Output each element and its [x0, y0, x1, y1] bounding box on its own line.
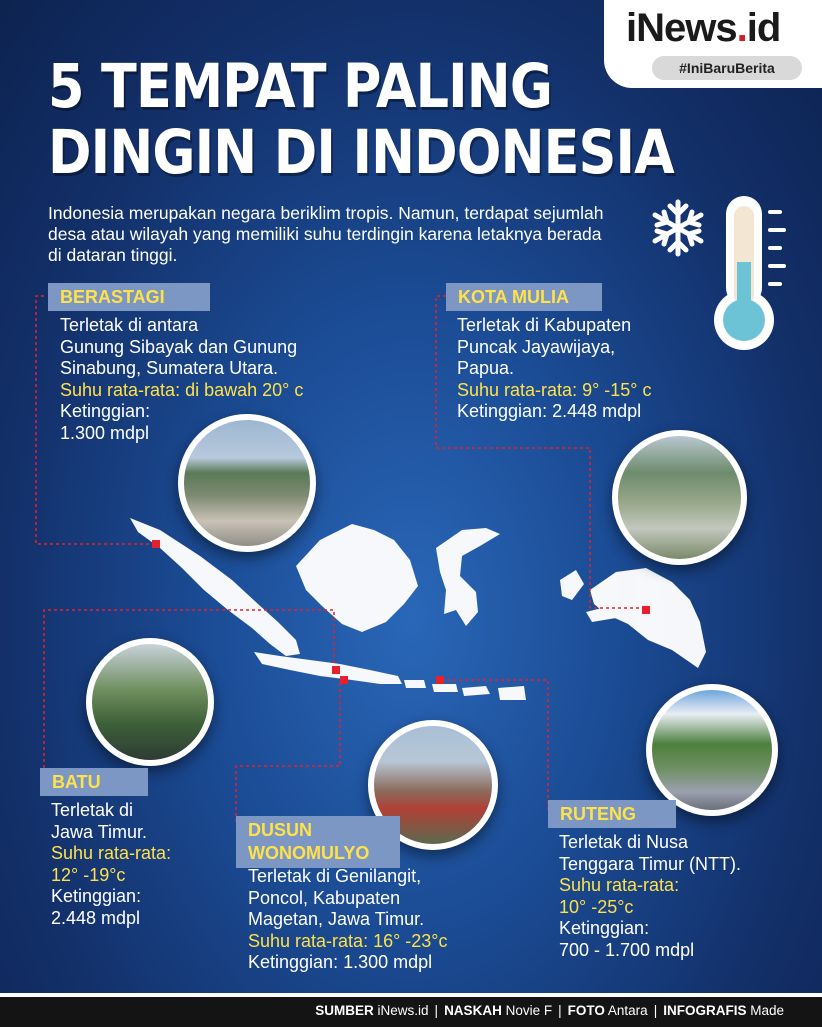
logo-name: iNews.id	[626, 6, 781, 50]
label-kota-mulia: KOTA MULIA	[446, 283, 602, 311]
footer-credits	[0, 993, 822, 1027]
label-batu: BATU	[40, 768, 148, 796]
marker-kota-mulia	[642, 606, 650, 614]
desc-dusun-wonomulyo: Terletak di Genilangit, Poncol, Kabupaten Magetan, Jawa Timur. Suhu rata-rata: 16° -23°c Ketinggian: 1.300 mdpl	[248, 866, 448, 972]
intro-text: Indonesia merupakan negara beriklim tropis. Namun, terdapat sejumlah desa atau wilayah yang memiliki suhu terdingin karena letaknya berada di dataran tinggi.	[48, 203, 604, 265]
marker-batu	[332, 666, 340, 674]
marker-berastagi	[152, 540, 160, 548]
label-dusun-line-1: DUSUN	[248, 820, 313, 840]
title-line-1: 5 TEMPAT PALING	[48, 51, 553, 122]
desc-batu: Terletak di Jawa Timur. Suhu rata-rata: 12° -19°c Ketinggian: 2.448 mdpl	[51, 800, 172, 928]
label-berastagi: BERASTAGI	[48, 283, 210, 311]
photo-batu	[86, 638, 214, 766]
label-dusun-wonomulyo	[236, 816, 400, 868]
connector-dusun	[236, 680, 340, 822]
desc-berastagi: Terletak di antara Gunung Sibayak dan Gunung Sinabung, Sumatera Utara. Suhu rata-rata: di bawah 20° c Ketinggian: 1.300 mdpl	[60, 315, 304, 443]
photo-ruteng	[646, 684, 778, 816]
desc-ruteng: Terletak di Nusa Tenggara Timur (NTT). Suhu rata-rata: 10° -25°c Ketinggian: 700 - 1.700 mdpl	[559, 832, 742, 960]
label-dusun-line-2: WONOMULYO	[248, 843, 370, 863]
label-ruteng: RUTENG	[548, 800, 676, 828]
photo-kota-mulia	[612, 430, 747, 565]
sulawesi-island	[436, 528, 500, 626]
java-island	[254, 652, 402, 684]
marker-dusun	[340, 676, 348, 684]
desc-kota-mulia: Terletak di Kabupaten Puncak Jayawijaya, Papua. Suhu rata-rata: 9° -15° c Ketinggian: 2.448 mdpl	[457, 315, 652, 421]
marker-ruteng	[436, 676, 444, 684]
nusa-tenggara-islands	[404, 680, 526, 700]
footer-text: SUMBER iNews.id | NASKAH Novie F | FOTO Antara | INFOGRAFIS Made	[315, 1003, 784, 1018]
title-line-2: DINGIN DI INDONESIA	[48, 117, 674, 188]
kalimantan-island	[296, 524, 418, 632]
logo-tagline: #IniBaruBerita	[652, 56, 802, 80]
